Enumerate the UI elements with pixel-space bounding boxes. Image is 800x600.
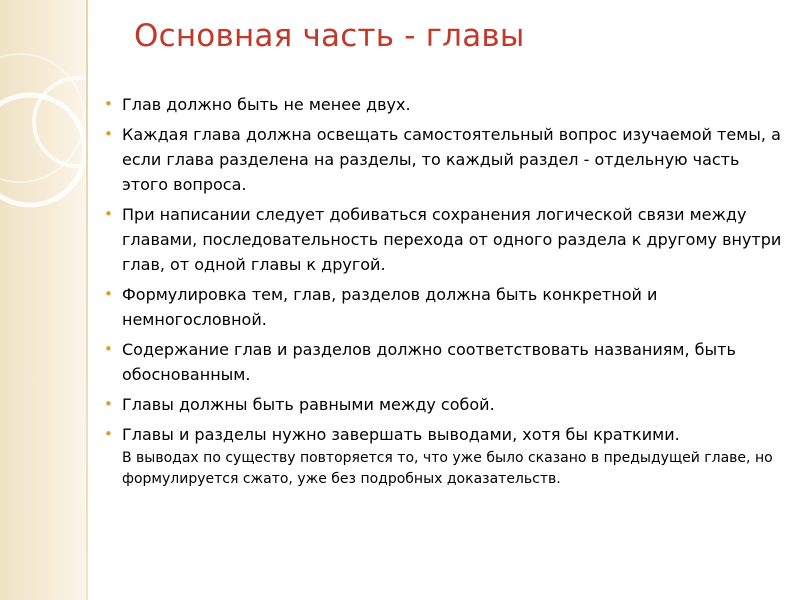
list-item (104, 92, 784, 117)
list-item (104, 422, 784, 490)
bullet-text: Содержание глав и разделов должно соответствовать названиям, быть обоснованным. (122, 340, 736, 384)
bullet-subtext: В выводах по существу повторяется то, что уже было сказано в предыдущей главе, но формулируется сжато, уже без подробных доказательств. (122, 450, 773, 487)
bullet-icon: • (104, 125, 113, 143)
bullet-text: Главы и разделы нужно завершать выводами, хотя бы краткими. (122, 425, 680, 444)
bullet-icon: • (104, 205, 113, 223)
bullet-icon: • (104, 425, 113, 443)
slide-title: Основная часть - главы (134, 18, 525, 54)
list-item (104, 392, 784, 417)
bullet-list (104, 92, 784, 495)
list-item (104, 122, 784, 197)
list-item (104, 337, 784, 387)
list-item (104, 282, 784, 332)
decorative-circles (0, 0, 88, 600)
bullet-icon: • (104, 340, 113, 358)
panel-edge (86, 0, 88, 600)
list-item (104, 202, 784, 277)
bullet-text: При написании следует добиваться сохранения логической связи между главами, последовательность перехода от одного раздела к другому внутри глав, от одной главы к другой. (122, 205, 782, 274)
bullet-icon: • (104, 95, 113, 113)
bullet-text: Формулировка тем, глав, разделов должна быть конкретной и немногословной. (122, 285, 658, 329)
bullet-text: Каждая глава должна освещать самостоятельный вопрос изучаемой темы, а если глава разделена на разделы, то каждый раздел - отдельную часть этого вопроса. (122, 125, 781, 194)
bullet-text: Главы должны быть равными между собой. (122, 395, 495, 414)
bullet-text: Глав должно быть не менее двух. (122, 95, 411, 114)
decorative-side-panel (0, 0, 88, 600)
bullet-icon: • (104, 285, 113, 303)
bullet-icon: • (104, 395, 113, 413)
